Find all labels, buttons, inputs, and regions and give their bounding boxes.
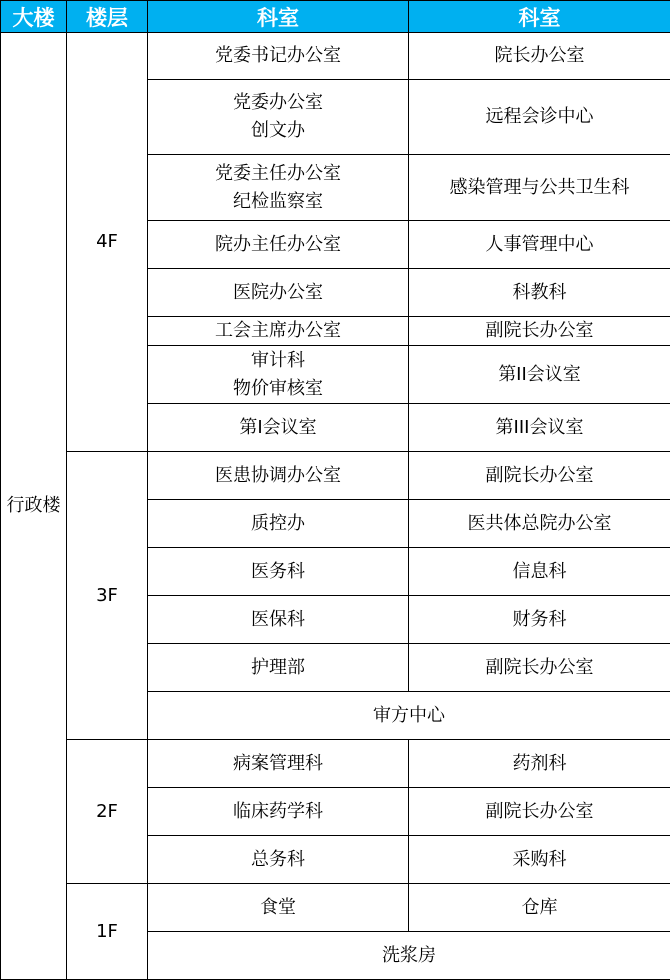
floor-cell: 3F [67, 452, 148, 740]
table-row [1, 884, 670, 932]
dept-cell-right: 第II会议室 [409, 346, 670, 404]
dept-cell-right: 采购科 [409, 836, 670, 884]
dept-cell-left: 食堂 [148, 884, 409, 932]
dept-cell-left: 党委主任办公室 纪检监察室 [148, 155, 409, 221]
dept-cell-left: 医院办公室 [148, 269, 409, 317]
dept-cell-right: 副院长办公室 [409, 644, 670, 692]
floor-cell: 4F [67, 33, 148, 452]
table-row [1, 452, 670, 500]
dept-cell-right: 院长办公室 [409, 33, 670, 80]
dept-cell-left: 质控办 [148, 500, 409, 548]
dept-cell-right: 药剂科 [409, 740, 670, 788]
header-dept-left: 科室 [148, 1, 409, 33]
dept-cell-right: 副院长办公室 [409, 788, 670, 836]
dept-cell-right: 信息科 [409, 548, 670, 596]
dept-cell-right: 副院长办公室 [409, 452, 670, 500]
dept-cell-left: 党委办公室 创文办 [148, 80, 409, 155]
dept-cell-right: 科教科 [409, 269, 670, 317]
dept-cell-left: 医务科 [148, 548, 409, 596]
dept-cell-right: 第III会议室 [409, 404, 670, 452]
dept-cell-full: 洗浆房 [148, 932, 670, 980]
header-floor: 楼层 [67, 1, 148, 33]
dept-cell-right: 远程会诊中心 [409, 80, 670, 155]
dept-cell-left: 工会主席办公室 [148, 317, 409, 346]
dept-cell-left: 第I会议室 [148, 404, 409, 452]
dept-cell-left: 临床药学科 [148, 788, 409, 836]
dept-cell-right: 副院长办公室 [409, 317, 670, 346]
floor-cell: 2F [67, 740, 148, 884]
floor-cell: 1F [67, 884, 148, 980]
dept-cell-left: 党委书记办公室 [148, 33, 409, 80]
table-row [1, 33, 670, 80]
header-dept-right: 科室 [409, 1, 670, 33]
dept-cell-right: 医共体总院办公室 [409, 500, 670, 548]
dept-cell-full: 审方中心 [148, 692, 670, 740]
dept-cell-left: 病案管理科 [148, 740, 409, 788]
directory-body [1, 33, 670, 980]
dept-cell-right: 感染管理与公共卫生科 [409, 155, 670, 221]
dept-cell-left: 院办主任办公室 [148, 221, 409, 269]
table-row [1, 740, 670, 788]
header-building: 大楼 [1, 1, 67, 33]
dept-cell-left: 总务科 [148, 836, 409, 884]
dept-cell-left: 医患协调办公室 [148, 452, 409, 500]
building-cell: 行政楼 [1, 33, 67, 980]
dept-cell-right: 仓库 [409, 884, 670, 932]
dept-cell-left: 护理部 [148, 644, 409, 692]
dept-cell-right: 人事管理中心 [409, 221, 670, 269]
dept-cell-left: 审计科 物价审核室 [148, 346, 409, 404]
dept-cell-left: 医保科 [148, 596, 409, 644]
dept-cell-right: 财务科 [409, 596, 670, 644]
header-row [1, 1, 670, 33]
